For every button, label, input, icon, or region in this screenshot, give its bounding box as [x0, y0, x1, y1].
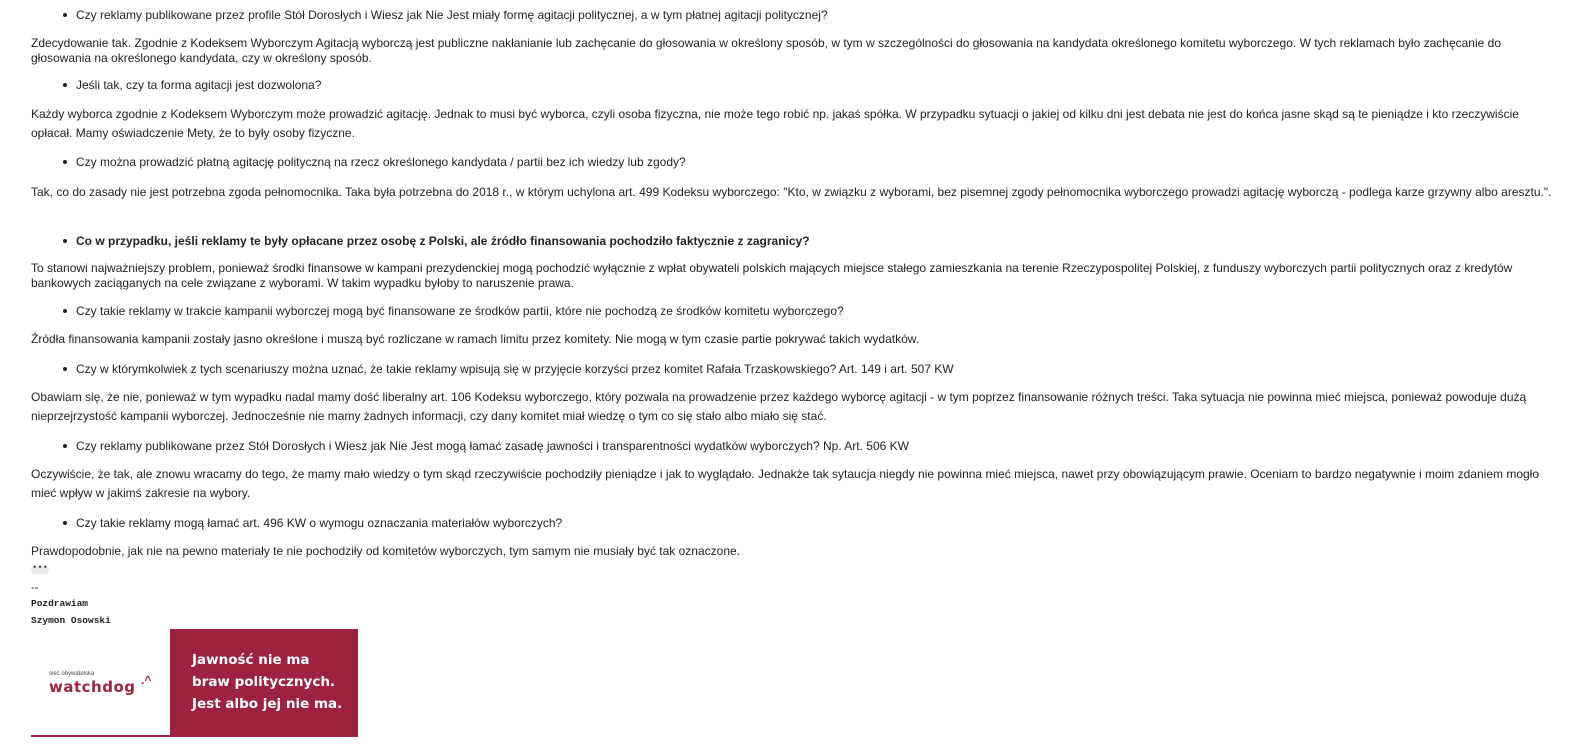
slogan-line-3: Jest albo jej nie ma. — [192, 696, 343, 712]
slogan-text — [192, 649, 342, 715]
answer-6: Obawiam się, że nie, ponieważ w tym wypadku nadal mamy dość liberalny art. 106 Kodeksu wyborczego, który pozwala na prowadzenie przez każdego wyborcę agitacji - w tym poprzez finansowanie różnych treści. Taka sytuacja nie powinna mieć miejsca, ponieważ powoduje dużą nieprzejrzystość kampanii wyborczej. Jednocześnie nie mamy żadnych informacji, czy dany komitet miał wiedzę o tym co się stało albo miało się stać. — [31, 390, 1527, 423]
show-trimmed-content-button[interactable]: ••• — [32, 563, 48, 573]
answer-4: To stanowi najważniejszy problem, ponieważ środki finansowe w kampani prezydenckiej mogą pochodzić wyłącznie z wpłat obywateli polskich mających miejsce stałego zamieszkania na terenie Rzeczypospolitej Polskiej, z funduszy wyborczych partii politycznych oraz z kredytów bankowych zaciąganych na cele związane z wyborami. W takim wypadku byłoby to naruszenie prawa. — [31, 261, 1513, 290]
logo-wordmark: watchdog — [49, 678, 136, 696]
slogan-panel — [170, 629, 358, 735]
slogan-line-1: Jawność nie ma — [192, 652, 310, 668]
question-3: Czy można prowadzić płatną agitację polityczną na rzecz określonego kandydata / partii bez ich wiedzy lub zgody? — [76, 155, 686, 169]
answer-1: Zdecydowanie tak. Zgodnie z Kodeksem Wyborczym Agitacją wyborczą jest publiczne nakłanianie lub zachęcanie do głosowania w określony sposób, w tym w szczególności do głosowania na kandydata określonego komitetu wyborczego. W tych reklamach było zachęcanie do głosowania na określonego kandydata, czy w określony sposób. — [31, 36, 1501, 65]
watchdog-logo — [31, 629, 169, 735]
question-8: Czy takie reklamy mogą łamać art. 496 KW o wymogu oznaczania materiałów wyborczych? — [76, 516, 563, 530]
answer-7: Oczywiście, że tak, ale znowu wracamy do tego, że mamy mało wiedzy o tym skąd rzeczywiście pochodziły pieniądze i jak to wyglądało. Jednakże tak sytaucja niegdy nie powinna mieć miejsca, nawet przy obowiązującym prawie. Oceniam to bardzo negatywnie i moim zdaniem mogło mieć wpływ w jakimś zakresie na wybory. — [31, 467, 1540, 500]
answer-2: Każdy wyborca zgodnie z Kodeksem Wyborczym może prowadzić agitację. Jednak to musi być wyborca, czyli osoba fizyczna, nie może tego robić np. jakaś spółka. W przypadku sytuacji o jakiej od kilku dni jest debata nie jest do końca jasne skąd są te pieniądze i kto rzeczywiście opłacał. Mamy oświadczenie Mety, że to były osoby fizyczne. — [31, 107, 1519, 140]
question-4: Co w przypadku, jeśli reklamy te były opłacane przez osobę z Polski, ale źródło finansowania pochodziło faktycznie z zagranicy? — [76, 234, 810, 248]
slogan-line-2: braw politycznych. — [192, 674, 336, 690]
watchdog-banner[interactable] — [31, 629, 358, 737]
question-1: Czy reklamy publikowane przez profile Stół Dorosłych i Wiesz jak Nie Jest miały formę agitacji politycznej, a w tym płatnej agitacji politycznej? — [76, 8, 828, 22]
logo-mark-icon: .^ — [141, 673, 152, 687]
question-2: Jeśli tak, czy ta forma agitacji jest dozwolona? — [76, 78, 322, 92]
question-5: Czy takie reklamy w trakcie kampanii wyborczej mogą być finansowane ze środków partii, które nie pochodzą ze środków komitetu wyborczego? — [76, 304, 844, 318]
answer-8: Prawdopodobnie, jak nie na pewno materiały te nie pochodziły od komitetów wyborczych, tym samym nie musiały być tak oznaczone. — [31, 544, 741, 558]
question-6: Czy w którymkolwiek z tych scenariuszy można uznać, że takie reklamy wpisują się w przyjęcie korzyści przez komitet Rafała Trzaskowskiego? Art. 149 i art. 507 KW — [76, 362, 954, 376]
signature-separator: -- — [31, 582, 39, 594]
question-7: Czy reklamy publikowane przez Stół Dorosłych i Wiesz jak Nie Jest mogą łamać zasadę jawności i transparentności wydatków wyborczych? Np. Art. 506 KW — [76, 439, 909, 453]
logo-subtitle: sieć obywatelska — [49, 671, 95, 677]
answer-5: Źródła finansowania kampanii zostały jasno określone i muszą być rozliczane w ramach limitu przez komitety. Nie mogą w tym czasie partie pokrywać takich wydatków. — [31, 332, 920, 346]
answer-3: Tak, co do zasady nie jest potrzebna zgoda pełnomocnika. Taka była potrzebna do 2018 r., w którym uchylona art. 499 Kodeksu wyborczego: "Kto, w związku z wyborami, bez pisemnej zgody pełnomocnika wyborczego prowadzi agitację wyborczą - podlega karze grzywny albo aresztu.". — [31, 185, 1552, 199]
signature-name: Szymon Osowski — [31, 615, 111, 626]
signature-greeting: Pozdrawiam — [31, 598, 89, 609]
